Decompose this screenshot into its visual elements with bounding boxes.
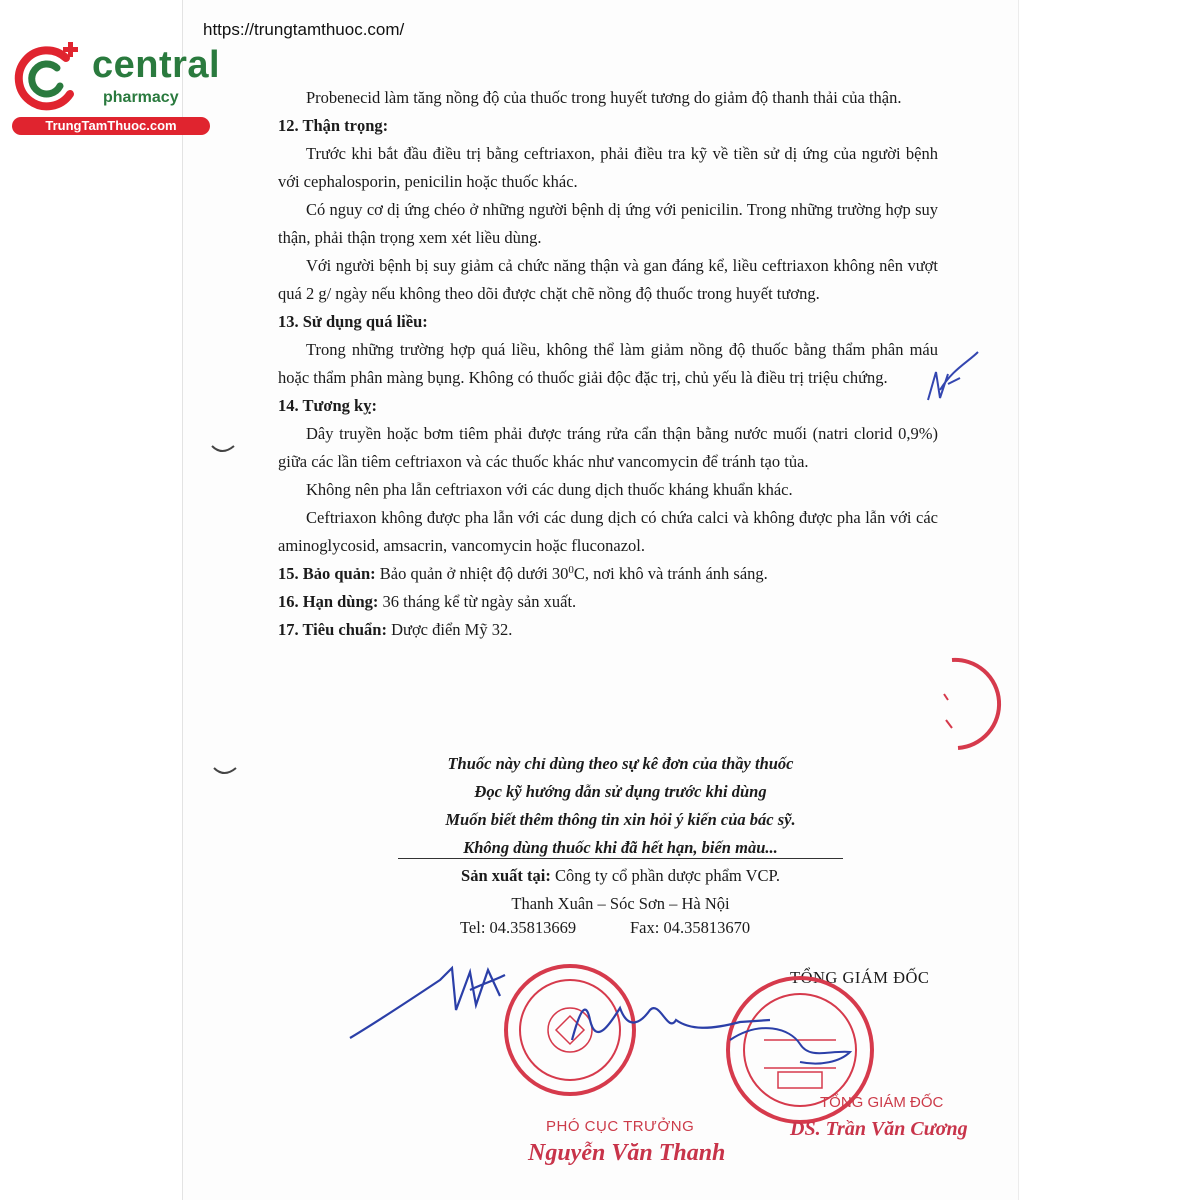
source-url[interactable]: https://trungtamthuoc.com/ bbox=[203, 20, 405, 39]
storage-text-a: Bảo quản ở nhiệt độ dưới 30 bbox=[379, 564, 569, 583]
punch-hole bbox=[212, 446, 234, 451]
section-heading-17: 17. Tiêu chuẩn: bbox=[278, 620, 387, 639]
standard-text: Dược điển Mỹ 32. bbox=[391, 620, 513, 639]
section-heading-16: 16. Hạn dùng: bbox=[278, 592, 379, 611]
punch-hole bbox=[214, 768, 236, 773]
signature-left-title: PHÓ CỤC TRƯỞNG bbox=[546, 1118, 695, 1135]
signature-title-top: TỔNG GIÁM ĐỐC bbox=[790, 968, 930, 987]
manufacturer-address: Thanh Xuân – Sóc Sơn – Hà Nội bbox=[511, 894, 730, 913]
stamp-left bbox=[506, 966, 634, 1094]
paragraph-14-3: Ceftriaxon không được pha lẫn với các dung dịch có chứa calci và không được pha lẫn với các aminoglycosid, amsacrin, vancomycin hoặc fluconazol. bbox=[278, 508, 938, 555]
signature-right-scribble bbox=[730, 1028, 850, 1063]
manufacturer-label: Sản xuất tại: bbox=[461, 866, 551, 885]
signature-right-name: DS. Trần Văn Cương bbox=[790, 1118, 968, 1140]
storage-text-b: C, nơi khô và tránh ánh sáng. bbox=[573, 564, 768, 583]
section-heading-13: 13. Sử dụng quá liều: bbox=[278, 312, 428, 331]
partial-stamp-marks bbox=[944, 694, 952, 728]
logo-site-badge: TrungTamThuoc.com bbox=[12, 117, 210, 135]
section-heading-15: 15. Bảo quản: bbox=[278, 564, 376, 583]
paragraph-probenecid: Probenecid làm tăng nồng độ của thuốc trong huyết tương do giảm độ thanh thải của thận. bbox=[306, 88, 902, 107]
paragraph-12-2: Có nguy cơ dị ứng chéo ở những người bệnh dị ứng với penicilin. Trong những trường hợp suy thận, phải thận trọng xem xét liều dùng. bbox=[278, 200, 938, 247]
manufacturer-fax: Fax: 04.35813670 bbox=[630, 918, 751, 937]
section-heading-14: 14. Tương kỵ: bbox=[278, 396, 377, 415]
paragraph-12-3: Với người bệnh bị suy giảm cả chức năng thận và gan đáng kể, liều ceftriaxon không nên vượt quá 2 g/ ngày nếu không theo dõi được chặt chẽ nồng độ thuốc trong huyết tương. bbox=[278, 256, 938, 303]
manufacturer-tel: Tel: 04.35813669 bbox=[460, 918, 577, 937]
paragraph-13: Trong những trường hợp quá liều, không thể làm giảm nồng độ thuốc bằng thẩm phân máu hoặc thẩm phân màng bụng. Không có thuốc giải độc đặc trị, chủ yếu là điều trị triệu chứng. bbox=[278, 340, 938, 387]
section-heading-12: 12. Thận trọng: bbox=[278, 116, 389, 135]
margin-initials-signature bbox=[928, 352, 978, 400]
manufacturer-company: Công ty cổ phần dược phẩm VCP. bbox=[555, 866, 780, 885]
signature-left-scribble bbox=[350, 968, 505, 1038]
expiry-text: 36 tháng kể từ ngày sản xuất. bbox=[382, 592, 577, 611]
warning-line: Thuốc này chỉ dùng theo sự kê đơn của thầy thuốc bbox=[447, 754, 794, 773]
warning-line: Đọc kỹ hướng dẫn sử dụng trước khi dùng bbox=[474, 782, 767, 801]
paragraph-12-1: Trước khi bắt đầu điều trị bằng ceftriaxon, phải điều tra kỹ về tiền sử dị ứng của người bệnh với cephalosporin, penicilin hoặc thuốc khác. bbox=[278, 144, 938, 191]
degree-sup: 0 bbox=[568, 564, 574, 576]
paragraph-14-1: Dây truyền hoặc bơm tiêm phải được tráng rửa cẩn thận bằng nước muối (natri clorid 0,9%) giữa các lần tiêm ceftriaxon và các thuốc khác như vancomycin để tránh tạo tủa. bbox=[278, 424, 938, 471]
logo-sub-text: pharmacy bbox=[103, 89, 179, 106]
signature-right-title: TỔNG GIÁM ĐỐC bbox=[820, 1094, 944, 1111]
logo-brand-text: central bbox=[92, 44, 221, 86]
partial-stamp-right bbox=[952, 660, 999, 748]
signature-left-name: Nguyễn Văn Thanh bbox=[528, 1140, 726, 1166]
warning-line: Không dùng thuốc khi đã hết hạn, biến màu... bbox=[463, 838, 778, 857]
paragraph-14-2: Không nên pha lẫn ceftriaxon với các dung dịch thuốc kháng khuẩn khác. bbox=[306, 480, 793, 499]
warning-line: Muốn biết thêm thông tin xin hỏi ý kiến của bác sỹ. bbox=[445, 810, 796, 829]
